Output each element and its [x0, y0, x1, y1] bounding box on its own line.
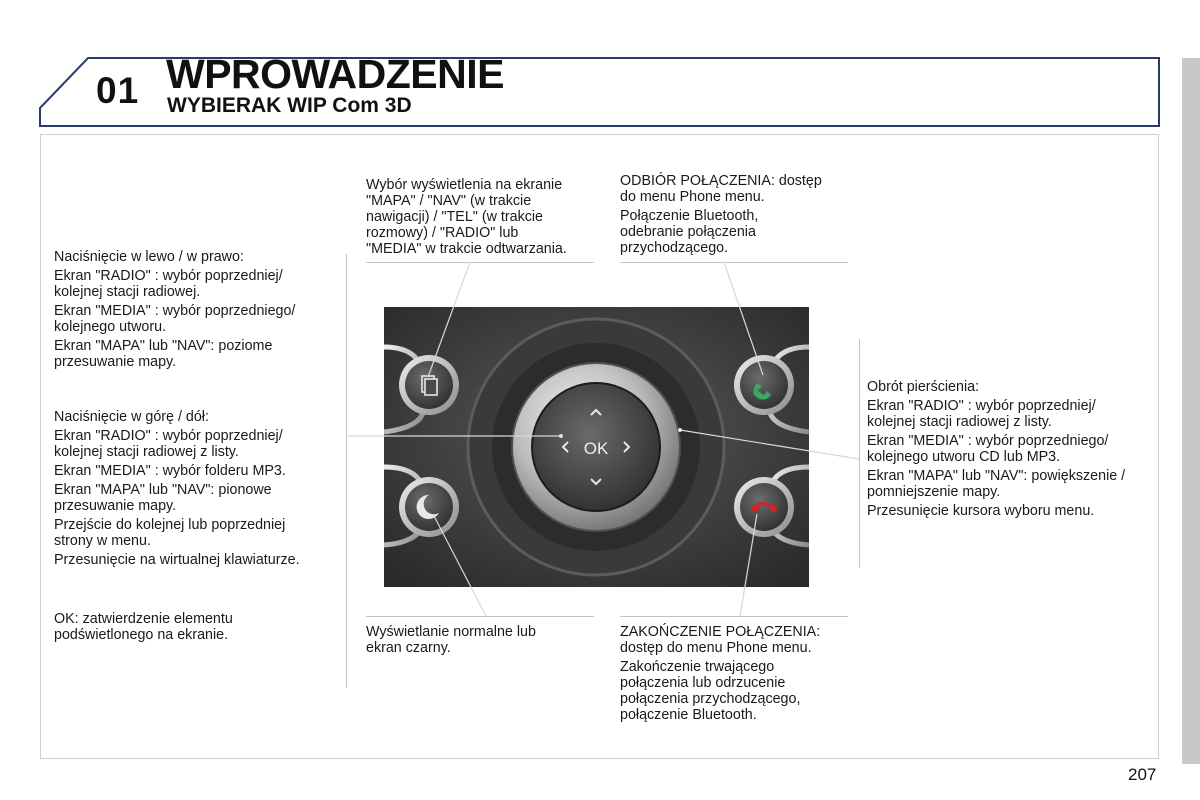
bottom-center-rule [366, 616, 594, 617]
left-2-map: Ekran "MAPA" lub "NAV": pionowe przesuwanie mapy. [54, 482, 272, 514]
left-1-heading: Naciśnięcie w lewo / w prawo: [54, 249, 244, 265]
bottom-center-block [366, 624, 598, 659]
answer-detail: Połączenie Bluetooth, odebranie połączenia przychodzącego. [620, 208, 759, 256]
mode-text: Wybór wyświetlenia na ekranie "MAPA" / "NAV" (w trakcie nawigacji) / "TEL" (w trakcie rozmowy) / "RADIO" lub "MEDIA" w trakcie odtwarzania. [366, 177, 567, 257]
ring-radio: Ekran "RADIO" : wybór poprzedniej/ kolejnej stacji radiowej z listy. [867, 398, 1096, 430]
right-block [867, 379, 1167, 522]
left-block-1 [54, 249, 339, 373]
left-2-page: Przejście do kolejnej lub poprzedniej strony w menu. [54, 517, 286, 549]
bottom-right-block [620, 624, 860, 726]
wip-com-3d-selector [384, 307, 809, 587]
left-block-2 [54, 409, 339, 571]
end-call-button[interactable] [734, 477, 794, 537]
display-text: Wyświetlanie normalne lub ekran czarny. [366, 624, 536, 656]
ring-cursor: Przesunięcie kursora wyboru menu. [867, 503, 1095, 519]
top-right-block [620, 173, 855, 259]
right-divider [859, 339, 860, 568]
ring-media: Ekran "MEDIA" : wybór poprzedniego/ kolejnego utworu CD lub MP3. [867, 433, 1109, 465]
section-number: 01 [96, 70, 140, 111]
mode-button[interactable] [399, 355, 459, 415]
ring-heading: Obrót pierścienia: [867, 379, 980, 395]
top-right-rule [620, 262, 848, 263]
ring-map: Ekran "MAPA" lub "NAV": powiększenie / pomniejszenie mapy. [867, 468, 1126, 500]
bottom-right-rule [620, 616, 848, 617]
document-icon [422, 376, 437, 395]
left-2-keyboard: Przesunięcie na wirtualnej klawiaturze. [54, 552, 300, 568]
page-title: WPROWADZENIE [166, 51, 504, 97]
answer-call-button[interactable] [734, 355, 794, 415]
hangup-detail: Zakończenie trwającego połączenia lub odrzucenie połączenia przychodzącego, połączenie Bluetooth. [620, 659, 801, 723]
left-2-heading: Naciśnięcie w górę / dół: [54, 409, 209, 425]
top-center-rule [366, 262, 594, 263]
left-1-media: Ekran "MEDIA" : wybór poprzedniego/ kolejnego utworu. [54, 303, 296, 335]
side-tab [1182, 58, 1200, 764]
page-number: 207 [1128, 765, 1157, 784]
left-divider [346, 254, 347, 688]
left-2-radio: Ekran "RADIO" : wybór poprzedniej/ kolejnej stacji radiowej z listy. [54, 428, 283, 460]
answer-heading: ODBIÓR POŁĄCZENIA: dostęp do menu Phone menu. [620, 173, 822, 205]
left-block-3 [54, 611, 339, 646]
hangup-heading: ZAKOŃCZENIE POŁĄCZENIA: dostęp do menu Phone menu. [620, 624, 821, 656]
top-center-block [366, 177, 598, 260]
left-1-map: Ekran "MAPA" lub "NAV": poziome przesuwanie mapy. [54, 338, 273, 370]
ok-button[interactable]: OK [583, 439, 609, 458]
left-2-media: Ekran "MEDIA" : wybór folderu MP3. [54, 463, 286, 479]
page-subtitle: WYBIERAK WIP Com 3D [167, 94, 412, 117]
left-3-ok: OK: zatwierdzenie elementu podświetlonego na ekranie. [54, 611, 233, 643]
night-mode-button[interactable] [399, 477, 459, 537]
left-1-radio: Ekran "RADIO" : wybór poprzedniej/ kolejnej stacji radiowej. [54, 268, 283, 300]
